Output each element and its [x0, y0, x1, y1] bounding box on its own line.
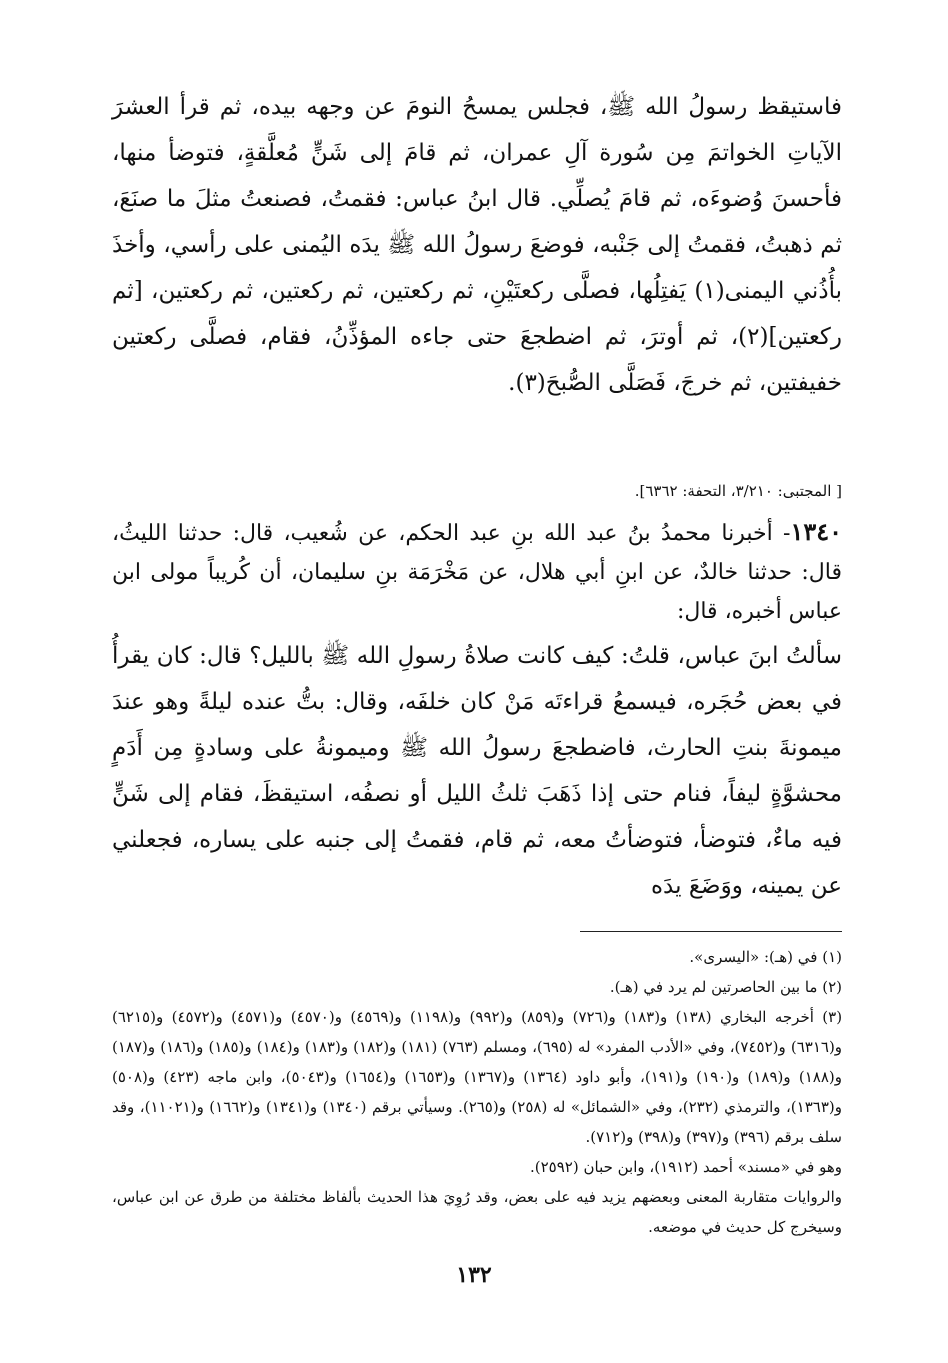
footnote-3: (٣) أخرجه البخاري (١٣٨) و(١٨٣) و(٧٢٦) و(٨٥٩) و(٩٩٢) و(١١٩٨) و(٤٥٦٩) و(٤٥٧٠) و(٤٥٧١) و(٤٥٧٢) و(٦٢١٥) و(٦٣١٦) و(٧٤٥٢)، وفي «الأدب المفرد» له (٦٩٥)، ومسلم (٧٦٣) (١٨١) و(١٨٢) و(١٨٣) و(١٨٤) و(١٨٥) و(١٨٦) و(١٨٧) و(١٨٨) و(١٨٩) و(١٩٠) و(١٩١)، وأبو داود (١٣٦٤) و(١٣٦٧) و(١٦٥٣) و(١٦٥٤) و(٥٠٤٣)، وابن ماجه (٤٢٣) و(٥٠٨) و(١٣٦٣)، والترمذي (٢٣٢)، وفي «الشمائل» له (٢٥٨) و(٢٦٥). وسيأتي برقم (١٣٤٠) و(١٣٤١) و(١٦٦٢) و(١١٠٢١)، وقد سلف برقم (٣٩٦) و(٣٩٧) و(٣٩٨) و(٧١٢). — [112, 1008, 843, 1146]
hadith-chain: - أخبرنا محمدُ بنُ عبد الله بنِ عبد الحكم، عن شُعيب، قال: حدثنا الليثُ، قال: حدثنا خالدٌ، عن ابنِ أبي هلال، عن مَخْرَمَة بنِ سليمان، أن كُريباً مولى ابن عباس أخبره، قال: — [112, 521, 842, 624]
reference-line: [ المجتبى: ٣/٢١٠، التحفة: ٦٣٦٢]. — [634, 482, 842, 500]
footnote-3-note: والروايات متقاربة المعنى وبعضهم يزيد فيه على بعض، وقد رُوِيَ هذا الحديث بألفاظ مختلفة من طرق عن ابن عباس، وسيخرج كل حديث في موضعه. — [112, 1188, 842, 1236]
page-number: ١٣٢ — [456, 1262, 492, 1288]
main-paragraph: فاستيقظ رسولُ الله ﷺ، فجلس يمسحُ النومَ عن وجهه بيده، ثم قرأ العشرَ الآياتِ الخواتمَ مِن سُورة آلِ عمران، ثم قامَ إلى شَنٍّ مُعلَّقةٍ، فتوضأ منها، فأحسنَ وُضوءَه، ثم قامَ يُصلِّي. قال ابنُ عباس: فقمتُ، فصنعتُ مثلَ ما صنَعَ، ثم ذهبتُ، فقمتُ إلى جَنْبه، فوضعَ رسولُ الله ﷺ يدَه اليُمنى على رأسي، وأخذَ بأُذُني اليمنى(١) يَفتِلُها، فصلَّى ركعتَيْنِ، ثم ركعتين، ثم ركعتين، ثم ركعتين، [ثم ركعتين](٢)، ثم أوترَ، ثم اضطجعَ حتى جاءه المؤذِّنُ، فقام، فصلَّى ركعتين خفيفتين، ثم خرجَ، فَصَلَّى الصُّبحَ(٣). — [112, 94, 842, 396]
hadith-number: ١٣٤٠ — [790, 517, 842, 546]
footnotes — [112, 942, 842, 1242]
footnote-3-musnad: وهو في «مسند» أحمد (١٩١٢)، وابن حبان (٢٥٩٢). — [530, 1158, 842, 1176]
footnote-divider — [580, 931, 842, 932]
footnote-1: (١) في (هـ): «اليسرى». — [689, 948, 842, 966]
footnote-2: (٢) ما بين الحاصرتين لم يرد في (هـ). — [609, 978, 842, 996]
hadith-text: سألتُ ابنَ عباس، قلتُ: كيف كانت صلاةُ رسولِ الله ﷺ بالليل؟ قال: كان يقرأُ في بعض حُجَره، فيسمعُ قراءتَه مَنْ كان خلفَه، وقال: بتُّ عنده ليلةً وهو عندَ ميمونةَ بنتِ الحارث، فاضطجعَ رسولُ الله ﷺ وميمونةُ على وسادةٍ مِن أَدَمٍ محشوَّةٍ ليفاً، فنام حتى إذا ذَهَبَ ثلثُ الليل أو نصفُه، استيقظَ، فقام إلى شَنٍّ فيه ماءٌ، فتوضأ، فتوضأتُ معه، ثم قام، فقمتُ إلى جنبه على يساره، فجعلني عن يمينه، ووَضَعَ يدَه — [112, 643, 842, 899]
hadith-header — [112, 512, 842, 631]
